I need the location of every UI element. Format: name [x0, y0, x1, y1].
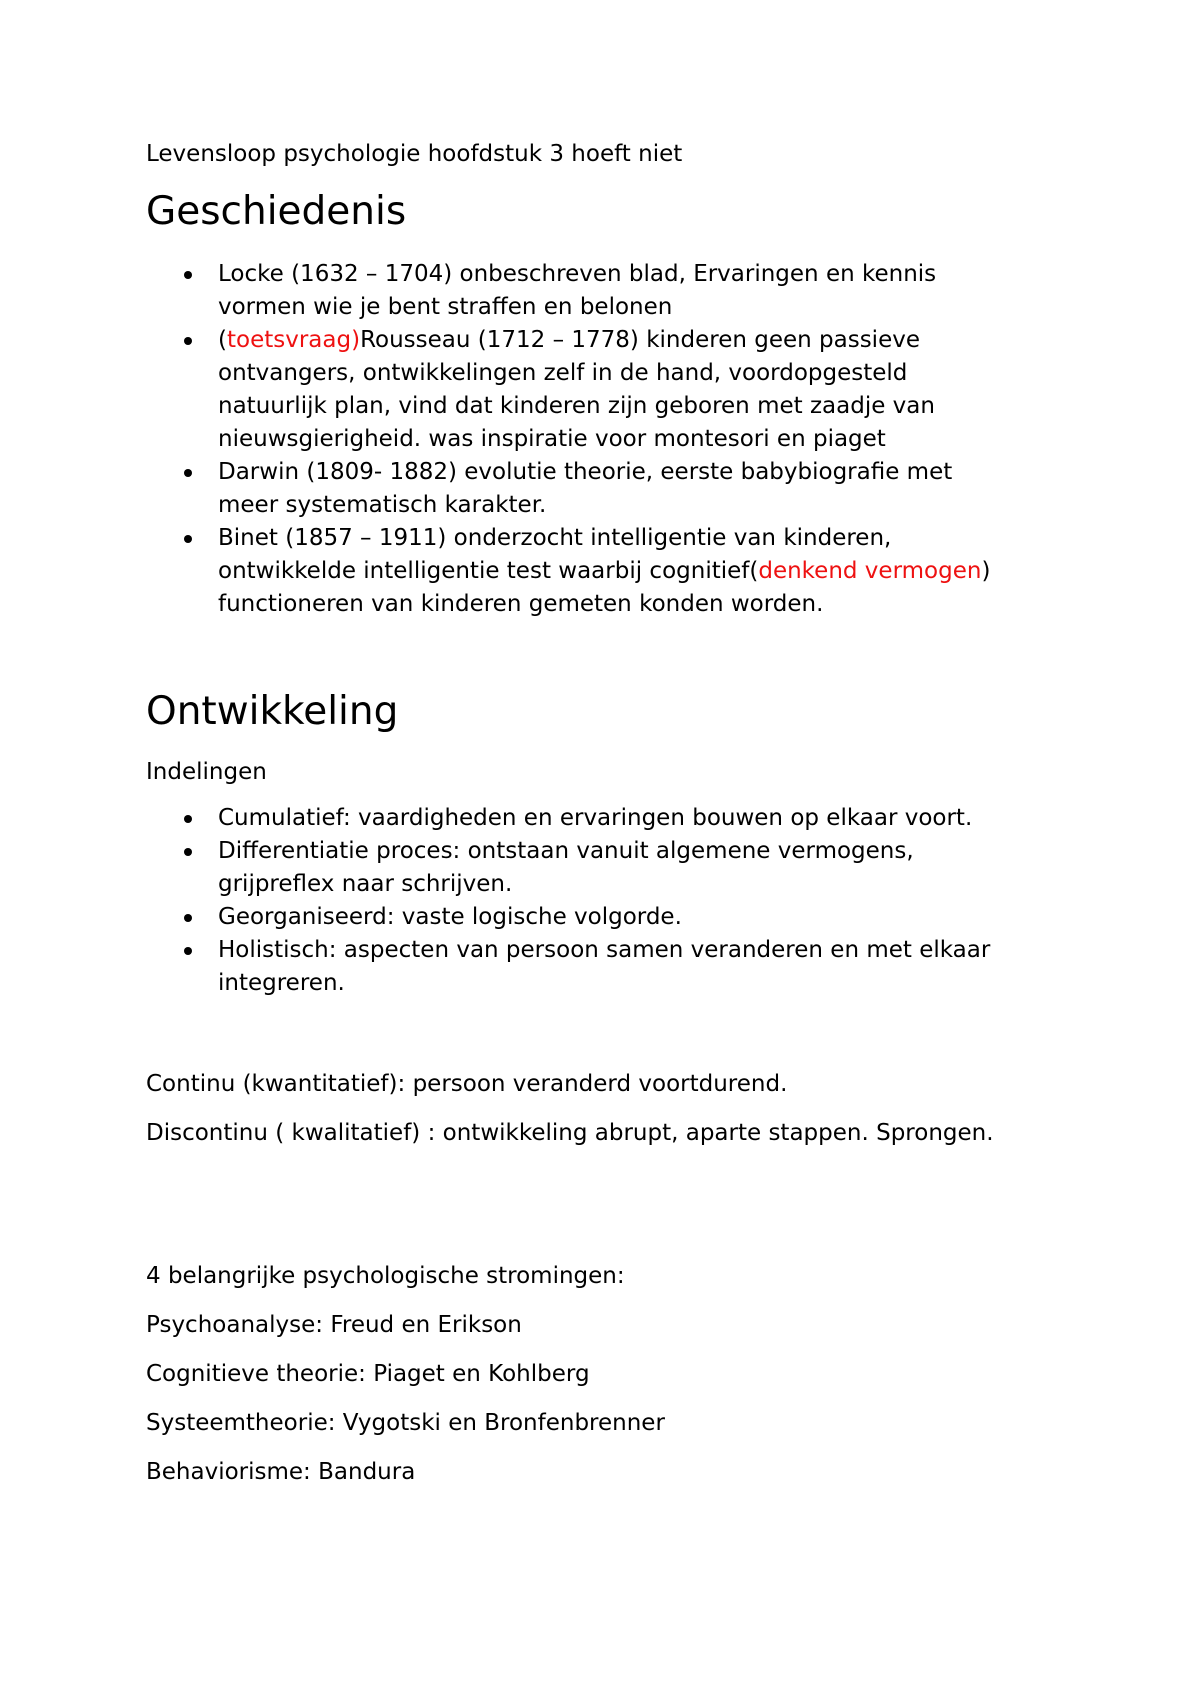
list-item-line: Darwin (1809- 1882) evolutie theorie, eerste babybiografie met [218, 459, 953, 485]
geschiedenis-list [146, 258, 1086, 621]
discontinu-paragraph: Discontinu ( kwalitatief) : ontwikkeling abrupt, aparte stappen. Sprongen. [146, 1120, 994, 1146]
paren-close: ) [981, 558, 991, 584]
list-item-georganiseerd [146, 901, 1086, 934]
paren-open: ( [218, 327, 227, 353]
list-item-line: functioneren van kinderen gemeten konden worden. [218, 591, 824, 617]
indelingen-list [146, 802, 1086, 1000]
continu-paragraph: Continu (kwantitatief): persoon veranderd voortdurend. [146, 1071, 788, 1097]
stromingen-title: 4 belangrijke psychologische stromingen: [146, 1263, 625, 1289]
subheading-indelingen: Indelingen [146, 759, 267, 785]
heading-ontwikkeling: Ontwikkeling [146, 689, 399, 734]
list-item-line: Cumulatief: vaardigheden en ervaringen bouwen op elkaar voort. [218, 805, 973, 831]
list-item-line [218, 324, 1086, 357]
toetsvraag-highlight: toetsvraag) [226, 327, 361, 353]
list-item-darwin [146, 456, 1086, 522]
list-item-rousseau [146, 324, 1086, 456]
list-item-line: Holistisch: aspecten van persoon samen veranderen en met elkaar [218, 937, 991, 963]
stroming-systeemtheorie: Systeemtheorie: Vygotski en Bronfenbrenner [146, 1410, 665, 1436]
stroming-cognitieve-theorie: Cognitieve theorie: Piaget en Kohlberg [146, 1361, 590, 1387]
list-item-line: vormen wie je bent straffen en belonen [218, 294, 673, 320]
list-item-line: meer systematisch karakter. [218, 492, 547, 518]
list-item-line: Locke (1632 – 1704) onbeschreven blad, Ervaringen en kennis [218, 261, 937, 287]
stroming-psychoanalyse: Psychoanalyse: Freud en Erikson [146, 1312, 522, 1338]
list-item-line: natuurlijk plan, vind dat kinderen zijn geboren met zaadje van [218, 393, 935, 419]
document-title: Levensloop psychologie hoofdstuk 3 hoeft niet [146, 141, 683, 167]
list-item-differentiatie [146, 835, 1086, 901]
list-item-line [218, 555, 1086, 588]
rousseau-text: Rousseau (1712 – 1778) kinderen geen passieve [360, 327, 920, 353]
list-item-binet [146, 522, 1086, 621]
list-item-holistisch [146, 934, 1086, 1000]
heading-geschiedenis: Geschiedenis [146, 189, 407, 234]
list-item-line: grijpreflex naar schrijven. [218, 871, 513, 897]
list-item-line: Differentiatie proces: ontstaan vanuit algemene vermogens, [218, 838, 914, 864]
denkend-vermogen-highlight: denkend vermogen [758, 558, 982, 584]
binet-text: ontwikkelde intelligentie test waarbij cognitief( [218, 558, 759, 584]
stroming-behaviorisme: Behaviorisme: Bandura [146, 1459, 416, 1485]
list-item-line: ontvangers, ontwikkelingen zelf in de hand, voordopgesteld [218, 360, 908, 386]
list-item-line: integreren. [218, 970, 345, 996]
list-item-cumulatief [146, 802, 1086, 835]
list-item-line: nieuwsgierigheid. was inspiratie voor montesori en piaget [218, 426, 886, 452]
list-item-line: Georganiseerd: vaste logische volgorde. [218, 904, 682, 930]
list-item-locke [146, 258, 1086, 324]
list-item-line: Binet (1857 – 1911) onderzocht intelligentie van kinderen, [218, 525, 892, 551]
